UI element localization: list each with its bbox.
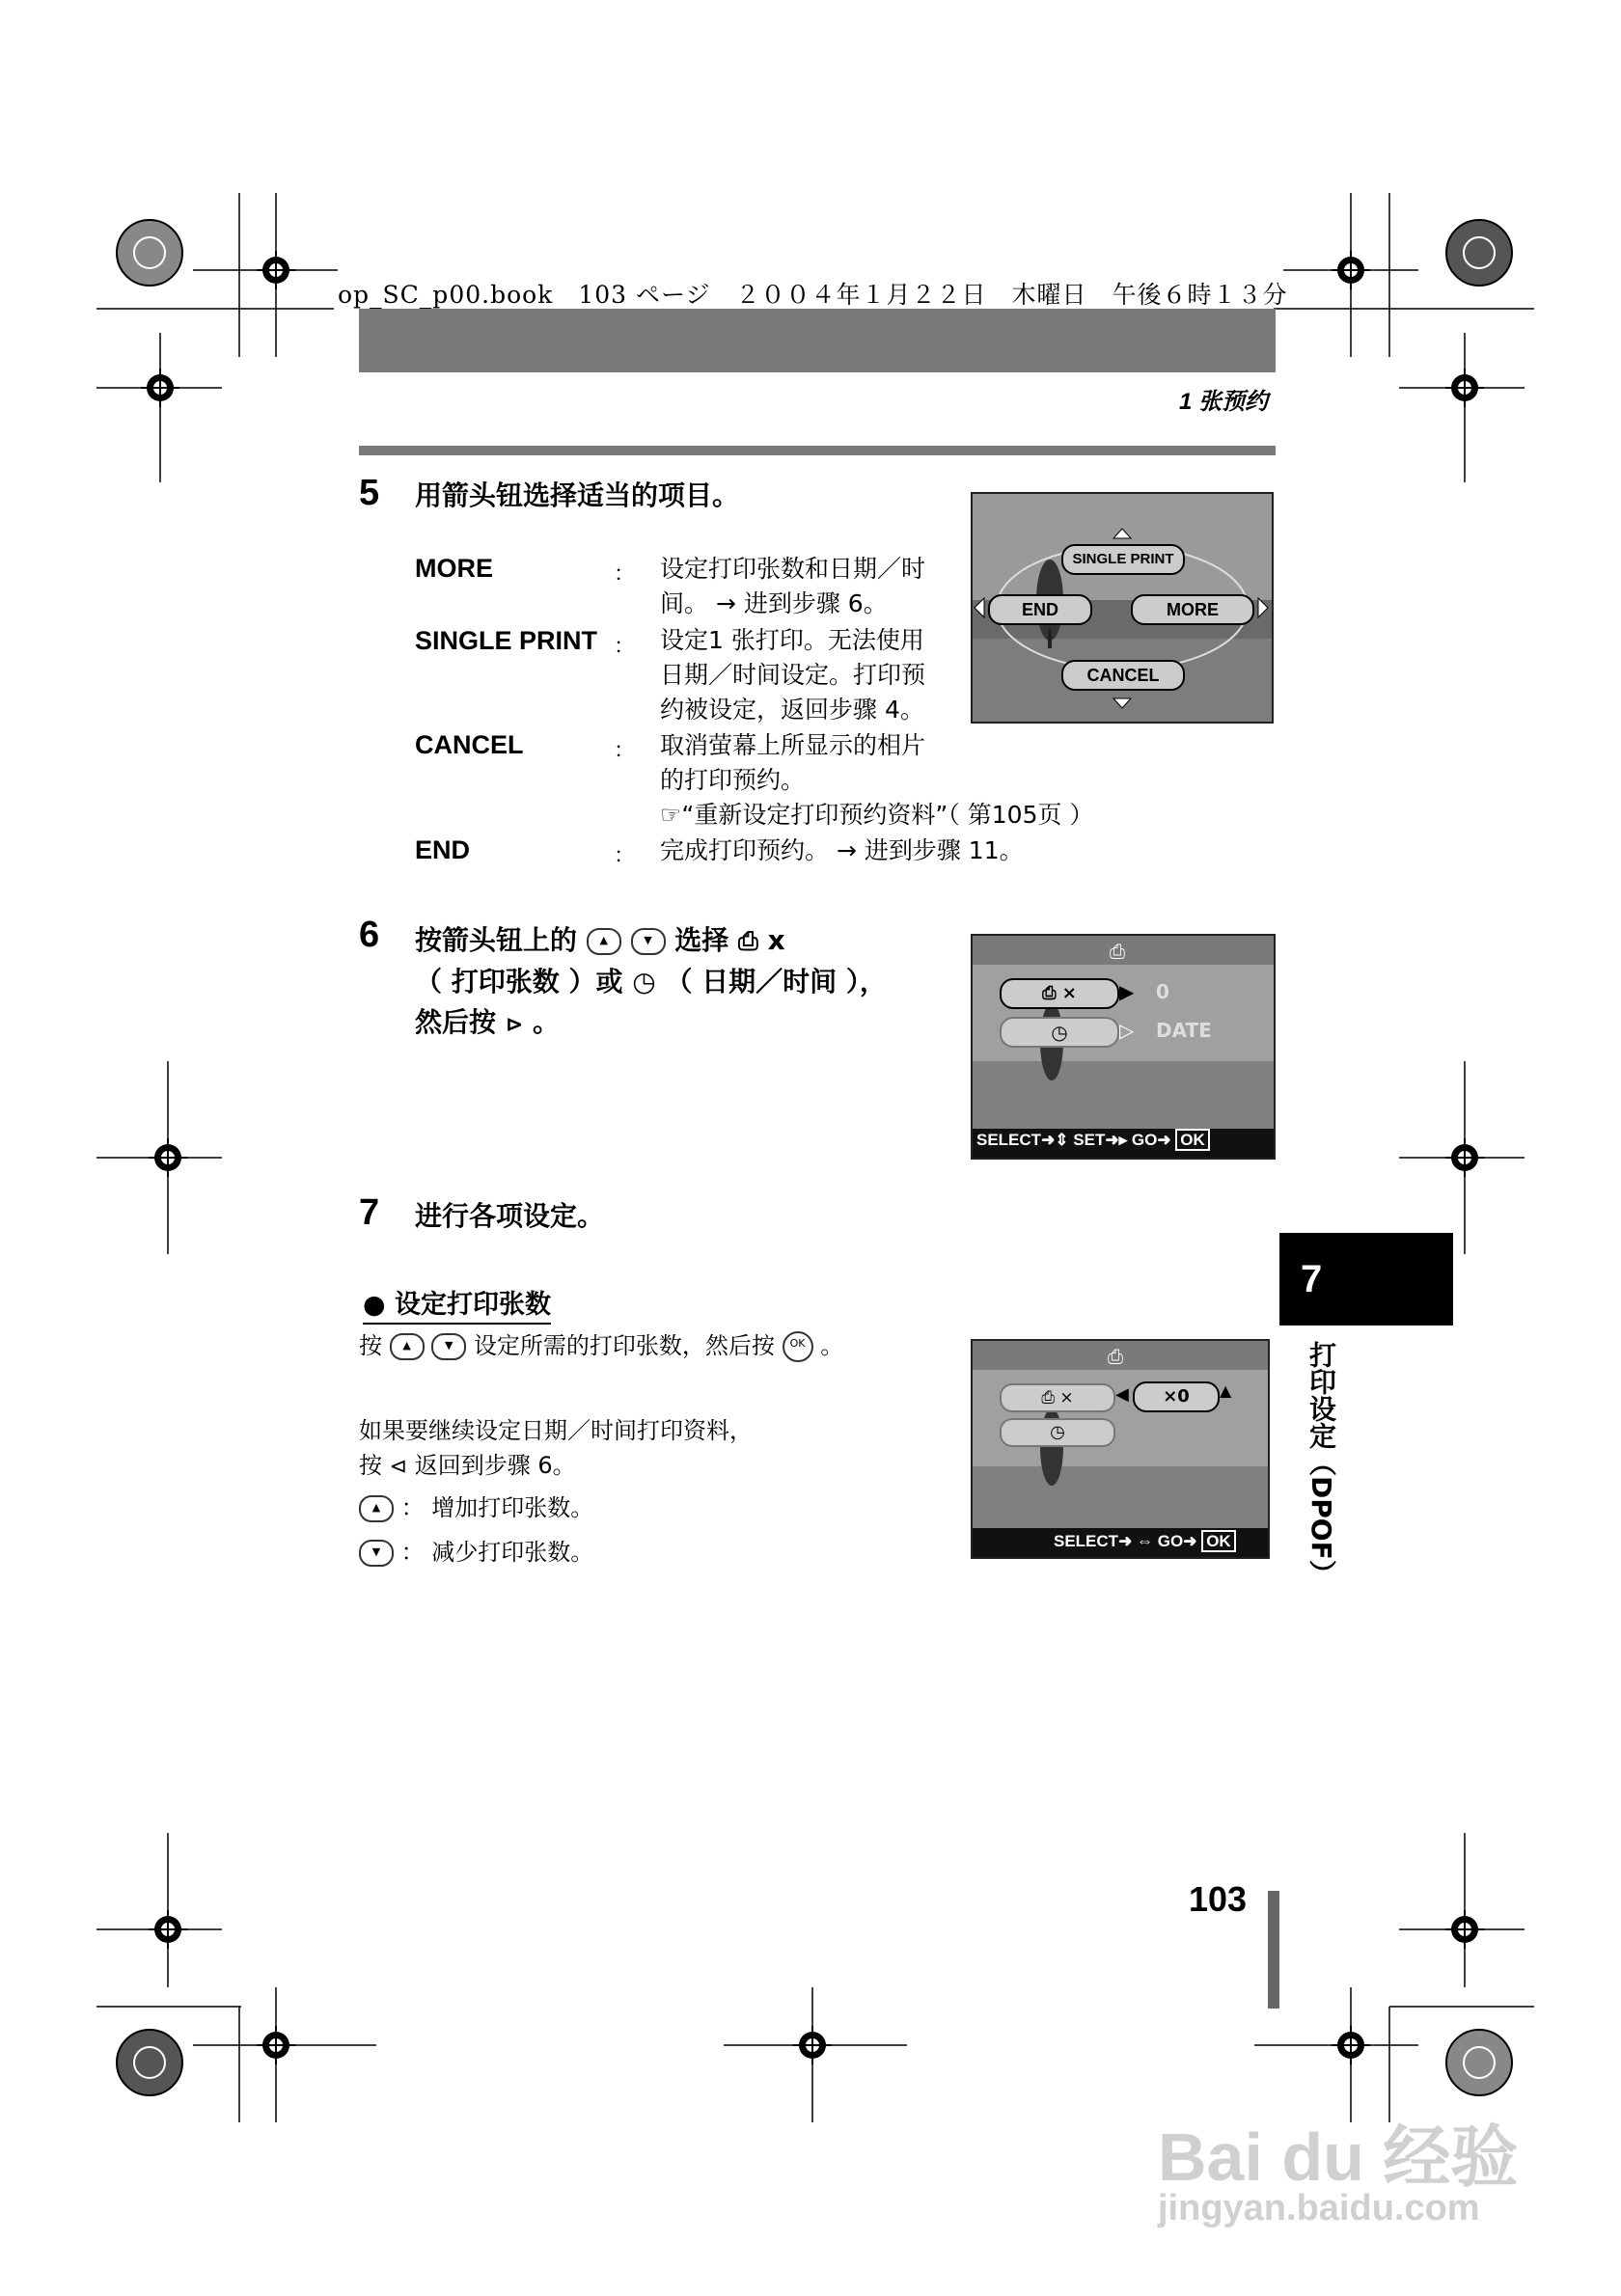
print-icon: ⎙	[738, 927, 758, 956]
screen-footer: SELECT➜⇕ SET➜▸ GO➜ OK	[976, 1131, 1210, 1150]
header-band	[359, 309, 1276, 372]
step-7-line1	[359, 1329, 843, 1362]
desc-end	[660, 834, 1024, 868]
count-value: ×0	[1133, 1381, 1220, 1412]
footer-go: GO	[1157, 1532, 1184, 1550]
down-arrow-button-icon: ▼	[431, 1333, 466, 1360]
text: ： 增加打印张数。	[400, 1494, 594, 1521]
text: ： 减少打印张数。	[400, 1539, 594, 1566]
clock-icon: ◷	[1050, 1422, 1065, 1442]
term-end: END	[415, 835, 471, 864]
print-icon: ⎙	[1110, 940, 1125, 963]
print-icon: ⎙	[1041, 1388, 1055, 1408]
count-label: ×	[1061, 983, 1077, 1003]
down-arrow-button-icon: ▼	[631, 928, 666, 955]
watermark-url: jingyan.baidu.com	[1158, 2188, 1480, 2228]
text: 按	[359, 1452, 382, 1479]
colon: ：	[614, 562, 636, 587]
step-7-number: 7	[359, 1192, 380, 1233]
camera-screen-step6	[971, 934, 1276, 1160]
step-7-line3	[359, 1449, 576, 1484]
colon: ：	[614, 635, 636, 659]
desc-single-print	[660, 623, 925, 727]
camera-screen-step7	[971, 1339, 1270, 1559]
landscape-photo	[973, 1341, 1268, 1557]
chapter-number: 7	[1279, 1233, 1453, 1326]
desc-line: 设定打印张数和日期／时	[660, 555, 926, 583]
selection-arrow-icon: ▷	[1119, 1019, 1135, 1042]
up-arrow-button-icon: ▲	[390, 1333, 425, 1360]
step-6-number: 6	[359, 915, 380, 955]
term-more: MORE	[415, 554, 493, 583]
step-6-text-part: 选择	[674, 924, 729, 956]
step-6-text-part: 然后按	[415, 1006, 497, 1038]
clock-icon: ◷	[1051, 1021, 1068, 1044]
watermark-brand: Bai du 经验	[1158, 2119, 1519, 2195]
up-arrow-button-icon: ▲	[587, 928, 621, 955]
term-cancel: CANCEL	[415, 730, 524, 759]
section-title: 1 张预约	[1179, 389, 1269, 415]
menu-single-print: SINGLE PRINT	[1061, 544, 1185, 575]
down-arrow-button-icon: ▼	[359, 1540, 394, 1567]
step-6-text-part: （ 日期／时间 ），	[665, 966, 887, 998]
footer-set: SET	[1073, 1131, 1106, 1149]
menu-more: MORE	[1131, 594, 1254, 625]
down-description	[359, 1536, 593, 1569]
ok-button-icon: OK	[783, 1331, 813, 1362]
count-option	[1000, 1383, 1115, 1412]
text: 设定所需的打印张数，然后按	[473, 1332, 775, 1359]
up-arrow-icon: ▲	[1220, 1381, 1232, 1400]
up-description	[359, 1491, 593, 1524]
left-arrow-button-icon: ⊲	[389, 1455, 408, 1479]
step-6-text-part: x	[767, 924, 785, 956]
desc-line: 设定1 张打印。无法使用	[660, 626, 924, 654]
desc-cancel	[660, 728, 1093, 833]
count-option	[1000, 978, 1119, 1009]
screen-footer: SELECT➜ ⇔ GO➜ OK	[1054, 1532, 1236, 1551]
desc-line: 间。 → 进到步骤 6。	[660, 589, 888, 617]
step-5-title: 用箭头钮选择适当的项目。	[415, 479, 740, 511]
footer-select: SELECT	[1054, 1532, 1119, 1550]
text: 返回到步骤 6。	[414, 1452, 576, 1479]
print-icon: ⎙	[1042, 983, 1057, 1003]
print-header: op_SC_p00.book 103 ページ ２００４年１月２２日 木曜日 午後６時１３分	[338, 281, 1288, 309]
selection-arrow-icon: ▶	[1119, 980, 1135, 1003]
colon: ：	[614, 739, 636, 763]
clock-icon: ◷	[632, 966, 656, 998]
chapter-label: 打印设定（DPOF）	[1305, 1341, 1337, 1587]
desc-line: 完成打印预约。 → 进到步骤 11。	[660, 836, 1024, 864]
desc-line: 取消萤幕上所显示的相片	[660, 731, 926, 759]
desc-more	[660, 552, 925, 621]
desc-line: 约被设定，返回步骤 4。	[660, 696, 924, 724]
count-label: ×	[1059, 1388, 1074, 1408]
footer-select: SELECT	[976, 1131, 1042, 1149]
footer-ok: OK	[1201, 1530, 1236, 1552]
step-5-number: 5	[359, 473, 380, 513]
text: 。	[820, 1332, 844, 1359]
step-6-text-part: 。	[532, 1006, 560, 1038]
step-7-title: 进行各项设定。	[415, 1200, 605, 1232]
title-rule	[359, 446, 1276, 455]
desc-line: ☞“重新设定打印预约资料”（ 第105页 ）	[660, 801, 1094, 829]
term-single-print: SINGLE PRINT	[415, 626, 598, 655]
text: 按	[359, 1332, 382, 1359]
step-6-text	[415, 920, 955, 1046]
bullet-heading: ● 设定打印张数	[363, 1283, 551, 1325]
page-number-bar	[1268, 1891, 1279, 2009]
selection-arrow-icon: ◀	[1115, 1384, 1129, 1405]
page-number: 103	[1189, 1879, 1248, 1919]
footer-ok: OK	[1175, 1129, 1210, 1151]
count-value: 0	[1156, 980, 1169, 1003]
camera-screen-step5	[971, 492, 1274, 724]
right-arrow-button-icon: ⊳	[505, 1013, 524, 1037]
date-option	[1000, 1418, 1115, 1447]
up-arrow-button-icon: ▲	[359, 1495, 394, 1522]
menu-end: END	[988, 594, 1092, 625]
print-icon: ⎙	[1108, 1345, 1123, 1368]
step-6-text-part: 按箭头钮上的	[415, 924, 578, 956]
step-6-text-part: （ 打印张数 ）或	[415, 966, 623, 998]
footer-go: GO	[1131, 1131, 1158, 1149]
date-value: DATE	[1156, 1019, 1212, 1042]
date-option	[1000, 1017, 1119, 1048]
step-7-line2: 如果要继续设定日期／时间打印资料，	[359, 1417, 753, 1444]
desc-line: 的打印预约。	[660, 766, 806, 794]
menu-cancel: CANCEL	[1061, 660, 1185, 691]
colon: ：	[614, 844, 636, 868]
desc-line: 日期／时间设定。打印预	[660, 661, 926, 689]
